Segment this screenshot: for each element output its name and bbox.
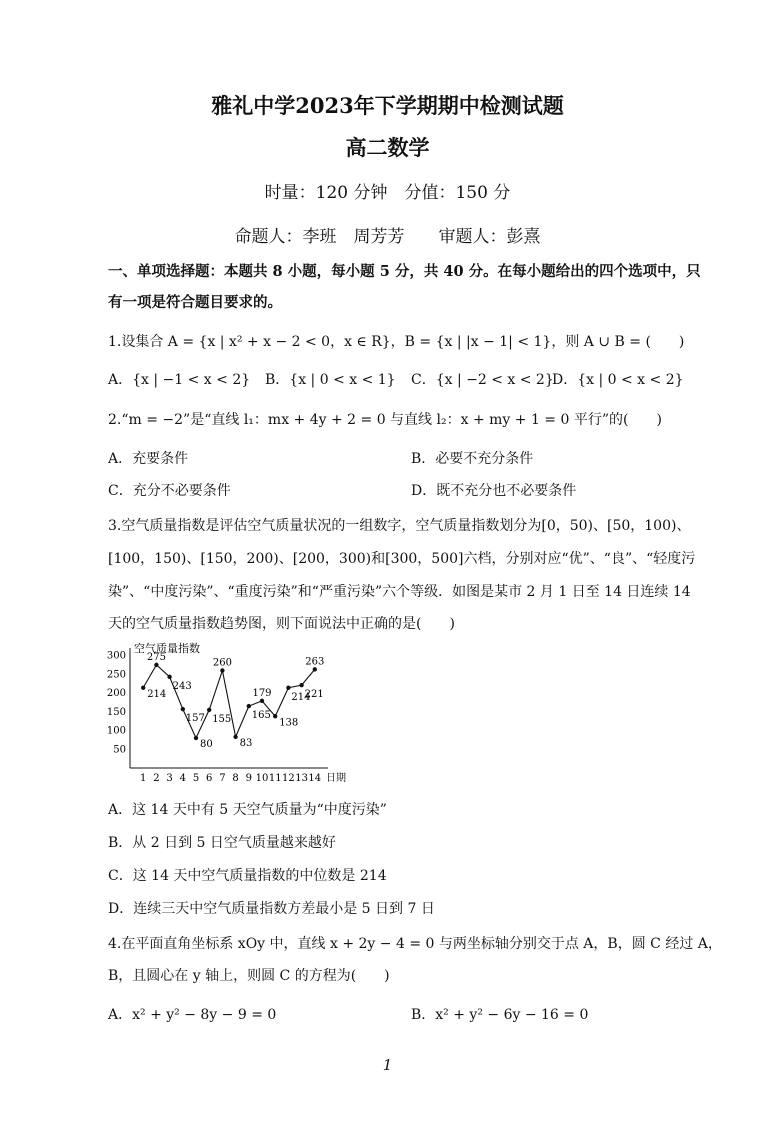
data-label: 155 bbox=[212, 713, 232, 725]
q2-option-a: A．充要条件 bbox=[108, 451, 189, 467]
x-tick-label: 1 bbox=[140, 773, 147, 784]
data-point bbox=[286, 686, 290, 690]
data-label: 260 bbox=[212, 657, 232, 669]
data-label: 138 bbox=[279, 717, 299, 729]
q3-line2: [100，150)、[150，200)、[200，300)和[300，500]六档，分别对应“优”、“良”、“轻度污 bbox=[108, 551, 696, 567]
data-label: 275 bbox=[146, 651, 166, 663]
q4-option-b: B．x² + y² − 6y − 16 = 0 bbox=[411, 1007, 589, 1023]
data-label: 83 bbox=[239, 737, 253, 749]
x-tick-label: 4 bbox=[179, 773, 186, 784]
time-score: 时量：120 分钟 分值：150 分 bbox=[264, 183, 511, 203]
q1-option-c: C．{x | −2 < x < 2} bbox=[411, 372, 554, 388]
y-tick-label: 200 bbox=[106, 688, 126, 699]
q3-option-c: C．这 14 天中空气质量指数的中位数是 214 bbox=[108, 868, 387, 884]
data-point bbox=[247, 704, 251, 708]
data-label: 214 bbox=[147, 688, 167, 700]
q1-stem: 1.设集合 A = {x | x² + x − 2 < 0，x ∈ R}，B = {x | |x − 1| < 1}，则 A ∪ B = ( ) bbox=[108, 334, 685, 350]
data-point bbox=[273, 714, 277, 718]
data-label: 221 bbox=[304, 689, 324, 701]
data-label: 263 bbox=[305, 656, 325, 668]
data-label: 157 bbox=[185, 713, 205, 725]
data-point bbox=[141, 686, 145, 690]
chart-title: 空气质量指数 bbox=[134, 642, 200, 655]
q3-option-a: A．这 14 天中有 5 天空气质量为“中度污染” bbox=[108, 802, 387, 818]
data-point bbox=[207, 708, 211, 712]
data-label: 179 bbox=[252, 687, 272, 699]
q1-option-a: A．{x | −1 < x < 2} bbox=[108, 372, 251, 388]
q3-line1: 3.空气质量指数是评估空气质量状况的一组数字，空气质量指数划分为[0，50)、[50，100)、 bbox=[108, 518, 691, 534]
y-tick-label: 50 bbox=[113, 744, 126, 756]
authors: 命题人：李班 周芳芳 审题人：彭熹 bbox=[234, 227, 541, 247]
x-axis-label: 日期 bbox=[326, 773, 346, 784]
data-label: 243 bbox=[172, 680, 192, 692]
x-tick-label: 7 bbox=[219, 773, 226, 784]
y-tick-label: 100 bbox=[106, 725, 126, 737]
q1-option-d: D．{x | 0 < x < 2} bbox=[552, 372, 684, 388]
y-tick-label: 300 bbox=[106, 650, 126, 662]
x-tick-label: 10 bbox=[255, 773, 269, 784]
x-tick-label: 9 bbox=[245, 773, 252, 784]
x-tick-label: 14 bbox=[308, 773, 322, 784]
section-heading-line2: 有一项是符合题目要求的。 bbox=[108, 294, 282, 311]
data-point bbox=[299, 683, 303, 687]
y-tick-label: 250 bbox=[106, 669, 126, 681]
data-label: 165 bbox=[251, 710, 271, 722]
data-point bbox=[194, 736, 198, 740]
data-point bbox=[154, 663, 158, 667]
q2-option-c: C．充分不必要条件 bbox=[108, 483, 231, 499]
q3-line4: 天的空气质量指数趋势图，则下面说法中正确的是( ) bbox=[108, 616, 455, 632]
data-label: 80 bbox=[200, 739, 213, 750]
q2-stem: 2.“m = −2”是“直线 l₁：mx + 4y + 2 = 0 与直线 l₂：x + my + 1 = 0 平行”的( ) bbox=[108, 412, 662, 428]
data-point bbox=[220, 668, 224, 672]
x-tick-label: 13 bbox=[295, 773, 308, 784]
aqi-trend-chart bbox=[100, 640, 360, 790]
q3-line3: 染”、“中度污染”、“重度污染”和“严重污染”六个等级．如图是某市 2 月 1 日至 14 日连续 14 bbox=[108, 584, 691, 600]
x-tick-label: 3 bbox=[166, 773, 173, 784]
q4-option-a: A．x² + y² − 8y − 9 = 0 bbox=[108, 1007, 277, 1023]
data-point bbox=[260, 699, 264, 703]
x-tick-label: 8 bbox=[232, 773, 239, 784]
data-point bbox=[181, 707, 185, 711]
x-tick-label: 11 bbox=[268, 773, 282, 784]
q4-line2: B，且圆心在 y 轴上，则圆 C 的方程为( ) bbox=[108, 968, 390, 984]
q3-option-d: D．连续三天中空气质量指数方差最小是 5 日到 7 日 bbox=[108, 901, 435, 917]
x-tick-label: 6 bbox=[206, 773, 213, 784]
y-tick-label: 150 bbox=[106, 706, 126, 718]
q2-option-d: D．既不充分也不必要条件 bbox=[411, 483, 577, 499]
data-point bbox=[167, 675, 171, 679]
subject-title: 高二数学 bbox=[345, 135, 430, 160]
exam-title: 雅礼中学2023年下学期期中检测试题 bbox=[211, 93, 564, 118]
q2-option-b: B．必要不充分条件 bbox=[411, 451, 534, 467]
q1-option-b: B．{x | 0 < x < 1} bbox=[265, 372, 396, 388]
q4-line1: 4.在平面直角坐标系 xOy 中，直线 x + 2y − 4 = 0 与两坐标轴分别交于点 A，B，圆 C 经过 A， bbox=[108, 936, 722, 952]
data-point bbox=[233, 735, 237, 739]
x-tick-label: 2 bbox=[153, 773, 160, 784]
x-tick-label: 12 bbox=[282, 773, 295, 784]
page-number: 1 bbox=[382, 1056, 393, 1074]
q3-option-b: B．从 2 日到 5 日空气质量越来越好 bbox=[108, 835, 336, 851]
data-label: 214 bbox=[291, 691, 311, 703]
data-point bbox=[313, 667, 317, 671]
x-tick-label: 5 bbox=[192, 773, 200, 784]
section-heading-line1: 一、单项选择题：本题共 8 小题，每小题 5 分，共 40 分。在每小题给出的四个选项中，只 bbox=[108, 263, 701, 280]
